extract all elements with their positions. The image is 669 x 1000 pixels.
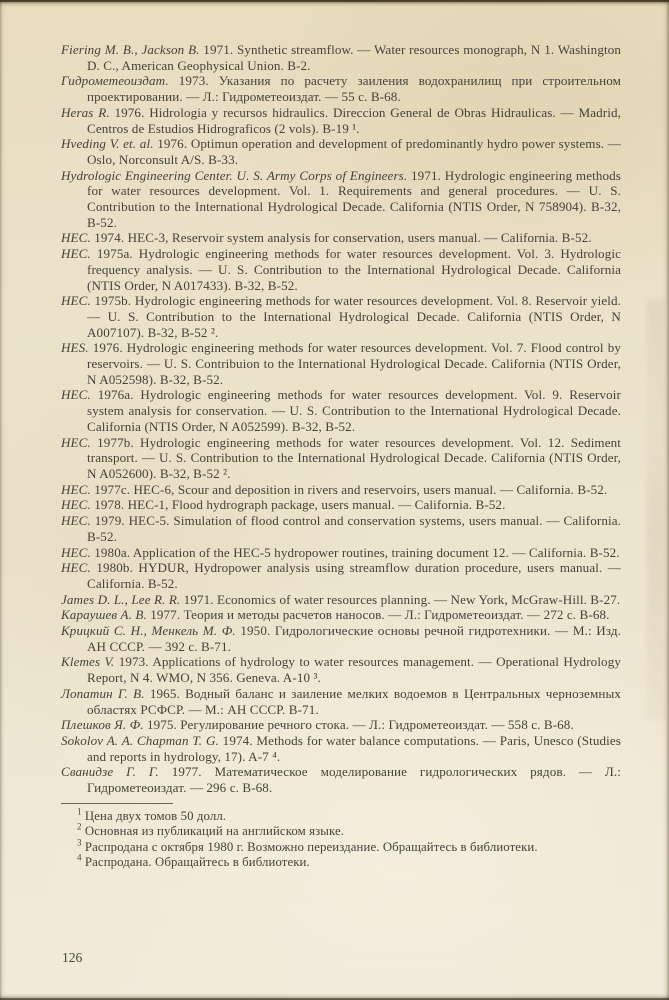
entry-author: HEC. <box>61 513 91 529</box>
entry-text: 1975a. Hydrologic engineering methods for water resources development. Vol. 3. Hydrologic frequency analysis. — U. S. Contribution to the International Hydrological Decade. California (NTIS Order, N A017433). B-32, B-52. <box>87 246 621 293</box>
bibliography-entry <box>61 592 621 608</box>
bibliography-entry <box>61 560 621 591</box>
entry-text: 1974. Methods for water balance computations. — Paris, Unesco (Studies and reports in hydrology, 17). A-7 ⁴. <box>87 732 622 764</box>
bibliography-entry <box>61 340 621 387</box>
entry-text: 1977c. HEC-6, Scour and deposition in rivers and reservoirs, users manual. — California. B-52. <box>94 481 608 497</box>
entry-author: HEC. <box>61 544 91 560</box>
footnote-marker: 1 <box>77 806 82 817</box>
footnote-text: Цена двух томов 50 долл. <box>84 808 227 823</box>
footnote <box>61 806 621 824</box>
bibliography-entry <box>61 168 621 231</box>
scan-bleedthrough-artifact <box>647 300 665 720</box>
bibliography-entry <box>61 482 621 498</box>
entry-author: Klemes V. <box>61 654 115 670</box>
bibliography-entry <box>61 607 621 623</box>
entry-author: HEC. <box>61 560 91 576</box>
entry-text: 1971. Synthetic streamflow. — Water resources monograph, N 1. Washington D. C., American Geophysical Union. B-2. <box>87 42 621 73</box>
entry-author: Hydrologic Engineering Center. U. S. Army Corps of Engineers. <box>61 167 408 183</box>
bibliography-entry <box>61 513 621 544</box>
entry-author: HES. <box>61 340 89 356</box>
footnote <box>61 837 621 855</box>
entry-author: HEC. <box>61 230 91 246</box>
entry-author: HEC. <box>61 246 91 262</box>
bibliography-text-block <box>61 42 621 870</box>
entry-text: 1976. Hidrologia y recursos hidraulics. Direccion General de Obras Hidraulicas. — Madrid, Centros de Estudios Hidrograficos (2 vols). B-19 ¹. <box>87 104 622 136</box>
footnote-divider <box>61 803 173 804</box>
entry-author: Лопатин Г. В. <box>61 685 145 701</box>
bibliography-list <box>61 42 621 796</box>
entry-text: 1965. Водный баланс и заиление мелких водоемов в Центральных черноземных областях РСФСР. — М.: АН СССР. B-71. <box>87 685 622 717</box>
entry-text: 1979. HEC-5. Simulation of flood control and conservation systems, users manual. — California. B-52. <box>87 513 622 544</box>
bibliography-entry <box>61 136 621 167</box>
bibliography-entry <box>61 717 621 733</box>
entry-text: 1977b. Hydrologic engineering methods for water resources development. Vol. 12. Sediment transport. — U. S. Contribution to the International Hydrological Decade. California (NTIS Order, N A052600). B-32, B-52 ². <box>87 434 622 481</box>
bibliography-entry <box>61 654 621 685</box>
entry-author: James D. L., Lee R. R. <box>61 591 181 607</box>
bibliography-entry <box>61 293 621 340</box>
entry-text: 1973. Указания по расчету заиления водохранилищ при строительном проектировании. — Л.: Гидрометеоиздат. — 55 с. B-68. <box>87 73 621 105</box>
entry-text: 1978. HEC-1, Flood hydrograph package, users manual. — California. B-52. <box>94 497 506 513</box>
entry-author: Плешков Я. Ф. <box>61 717 144 733</box>
footnote <box>61 821 621 839</box>
entry-text: 1975. Регулирование речного стока. — Л.: Гидрометеоиздат. — 558 с. B-68. <box>146 717 574 733</box>
footnote-text: Распродана с октября 1980 г. Возможно переиздание. Обращайтесь в библиотеки. <box>84 839 538 854</box>
entry-author: Сванидзе Г. Г. <box>61 764 159 780</box>
entry-author: Sokolov A. A. Chapman T. G. <box>61 732 219 748</box>
entry-text: 1976. Hydrologic engineering methods for water resources development. Vol. 7. Flood control by reservoirs. — U. S. Contribuion to the International Hydrological Decade. California (NTIS Order, N A052598). B-32, B-52. <box>87 340 621 387</box>
bibliography-entry <box>61 105 621 136</box>
footnote-text: Распродана. Обращайтесь в библиотеки. <box>84 854 310 869</box>
entry-author: HEC. <box>61 293 91 309</box>
footnote-list <box>61 806 621 871</box>
bibliography-entry <box>61 42 621 73</box>
bibliography-entry <box>61 764 621 795</box>
entry-text: 1950. Гидрологические основы речной гидротехники. — М.: Изд. АН СССР. — 392 с. B-71. <box>87 623 621 654</box>
bibliography-entry <box>61 686 621 717</box>
footnote <box>61 852 621 870</box>
entry-text: 1975b. Hydrologic engineering methods for water resources development. Vol. 8. Reservoir yield. — U. S. Contribution to the International Hydrological Decade. California (NTIS Order, N A007107). B-32, B-52 ². <box>87 293 621 340</box>
entry-author: HEC. <box>61 497 91 513</box>
entry-author: Fiering M. B., Jackson B. <box>61 42 200 57</box>
entry-text: 1977. Математическое моделирование гидрологических рядов. — Л.: Гидрометеоиздат. — 296 с. B-68. <box>87 764 621 796</box>
footnote-marker: 3 <box>77 837 82 848</box>
entry-author: Гидрометеоиздат. <box>61 73 169 89</box>
footnote-marker: 4 <box>77 852 82 863</box>
entry-text: 1976. Optimun operation and development of predominantly hydro power systems. — Oslo, Norconsult A/S. B-33. <box>87 136 621 167</box>
footnote-marker: 2 <box>77 821 82 832</box>
page-number: 126 <box>62 950 83 965</box>
bibliography-entry <box>61 73 621 104</box>
bibliography-entry <box>61 497 621 513</box>
entry-author: Hveding V. et. al. <box>61 136 154 152</box>
entry-author: HEC. <box>61 434 91 450</box>
entry-text: 1980b. HYDUR, Hydropower analysis using streamflow duration procedure, users manual. — California. B-52. <box>87 560 621 591</box>
entry-author: Крицкий С. Н., Менкель М. Ф. <box>61 623 236 639</box>
bibliography-entry <box>61 387 621 434</box>
entry-author: HEC. <box>61 387 91 403</box>
entry-text: 1976a. Hydrologic engineering methods for water resources development. Vol. 9. Reservoir system analysis for conservation. — U. S. Contribution to the International Hydrological Decade. California (NTIS Order, N A052599). B-32, B-52. <box>87 387 621 434</box>
entry-text: 1974. HEC-3, Reservoir system analysis for conservation, users manual. — California. B-52. <box>94 230 592 246</box>
entry-text: 1973. Applications of hydrology to water resources management. — Operational Hydrology Report, N 4. WMO, N 356. Geneva. A-10 ³. <box>87 654 621 686</box>
entry-text: 1971. Economics of water resources planning. — New York, McGraw-Hill. B-27. <box>183 591 621 607</box>
bibliography-entry <box>61 733 621 764</box>
bibliography-entry <box>61 230 621 246</box>
bibliography-entry <box>61 623 621 654</box>
entry-text: 1977. Теория и методы расчетов наносов. — Л.: Гидрометеоиздат. — 272 с. B-68. <box>150 607 610 623</box>
entry-author: Heras R. <box>61 104 110 120</box>
entry-text: 1971. Hydrologic engineering methods for water resources development. Vol. 1. Requirements and general procedures. — U. S. Contribution to the International Hydrological Decade. California (NTIS Order, N 758904). B-32, B-52. <box>87 167 621 230</box>
bibliography-entry <box>61 545 621 561</box>
entry-author: Караушев А. В. <box>61 607 147 623</box>
bibliography-entry <box>61 435 621 482</box>
footnote-text: Основная из публикаций на английском языке. <box>84 824 345 839</box>
bibliography-entry <box>61 246 621 293</box>
entry-text: 1980a. Application of the HEC-5 hydropower routines, training document 12. — California. B-52. <box>94 544 620 560</box>
entry-author: HEC. <box>61 481 91 497</box>
